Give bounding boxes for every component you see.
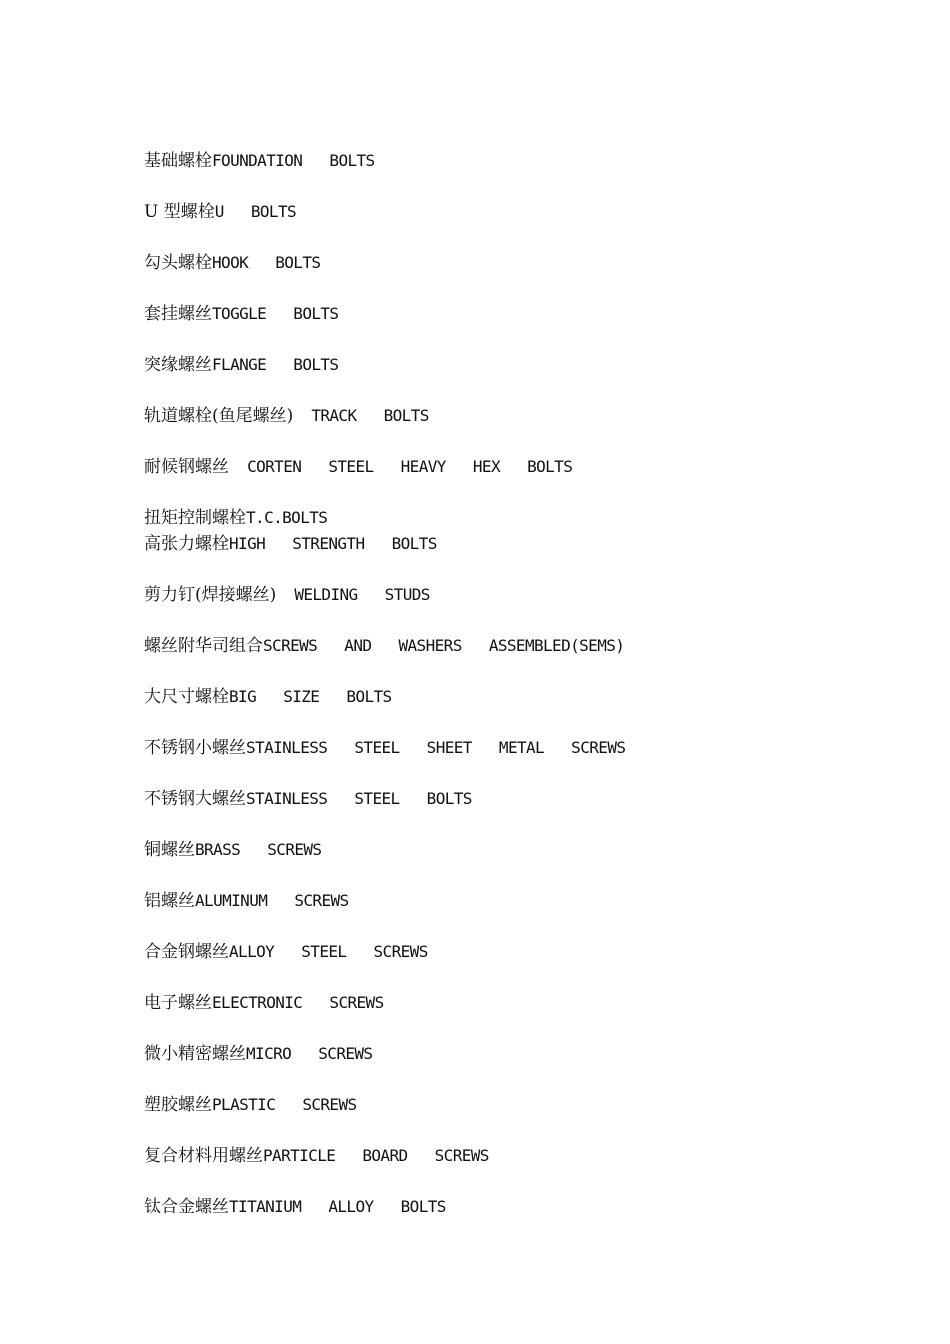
list-item bbox=[144, 505, 904, 531]
term-chinese: 扭矩控制螺栓 bbox=[144, 508, 246, 528]
term-chinese: 耐候钢螺丝 bbox=[144, 457, 229, 477]
term-english: TOGGLE BOLTS bbox=[212, 304, 339, 323]
list-item bbox=[144, 735, 904, 761]
term-chinese: 铝螺丝 bbox=[144, 891, 195, 911]
term-chinese: 合金钢螺丝 bbox=[144, 942, 229, 962]
list-item bbox=[144, 939, 904, 965]
term-chinese: 基础螺栓 bbox=[144, 151, 212, 171]
term-chinese: 突缘螺丝 bbox=[144, 355, 212, 375]
term-chinese: 螺丝附华司组合 bbox=[144, 636, 263, 656]
list-item bbox=[144, 1194, 904, 1220]
list-item bbox=[144, 1092, 904, 1118]
term-english: WELDING STUDS bbox=[276, 585, 430, 604]
term-english: ALLOY STEEL SCREWS bbox=[229, 942, 428, 961]
term-english: FOUNDATION BOLTS bbox=[212, 151, 375, 170]
term-chinese: 不锈钢小螺丝 bbox=[144, 738, 246, 758]
term-english: PLASTIC SCREWS bbox=[212, 1095, 357, 1114]
term-english: U BOLTS bbox=[214, 202, 297, 221]
list-item bbox=[144, 531, 904, 557]
term-english: HIGH STRENGTH BOLTS bbox=[229, 534, 437, 553]
term-chinese: 大尺寸螺栓 bbox=[144, 687, 229, 707]
term-english: MICRO SCREWS bbox=[246, 1044, 373, 1063]
list-item bbox=[144, 301, 904, 327]
term-english: BRASS SCREWS bbox=[195, 840, 322, 859]
list-item bbox=[144, 199, 904, 225]
term-chinese: 高张力螺栓 bbox=[144, 534, 229, 554]
term-chinese: U 型螺栓 bbox=[144, 202, 215, 222]
list-item bbox=[144, 684, 904, 710]
list-item bbox=[144, 582, 904, 608]
term-english: ELECTRONIC SCREWS bbox=[212, 993, 384, 1012]
term-chinese: 剪力钉(焊接螺丝) bbox=[144, 585, 277, 605]
term-english: BIG SIZE BOLTS bbox=[229, 687, 392, 706]
term-english: SCREWS AND WASHERS ASSEMBLED(SEMS) bbox=[263, 636, 625, 655]
term-chinese: 铜螺丝 bbox=[144, 840, 195, 860]
term-english: CORTEN STEEL HEAVY HEX BOLTS bbox=[229, 457, 573, 476]
term-chinese: 塑胶螺丝 bbox=[144, 1095, 212, 1115]
term-english: FLANGE BOLTS bbox=[212, 355, 339, 374]
list-item bbox=[144, 990, 904, 1016]
list-item bbox=[144, 888, 904, 914]
term-english: TITANIUM ALLOY BOLTS bbox=[229, 1197, 446, 1216]
list-item bbox=[144, 148, 904, 174]
list-item bbox=[144, 352, 904, 378]
term-chinese: 轨道螺栓(鱼尾螺丝) bbox=[144, 406, 294, 426]
term-english: STAINLESS STEEL SHEET METAL SCREWS bbox=[246, 738, 626, 757]
list-item bbox=[144, 454, 904, 480]
term-chinese: 微小精密螺丝 bbox=[144, 1044, 246, 1064]
list-item bbox=[144, 403, 904, 429]
term-chinese: 不锈钢大螺丝 bbox=[144, 789, 246, 809]
term-english: HOOK BOLTS bbox=[212, 253, 321, 272]
list-item bbox=[144, 1041, 904, 1067]
term-chinese: 复合材料用螺丝 bbox=[144, 1146, 263, 1166]
term-english: TRACK BOLTS bbox=[293, 406, 429, 425]
list-item bbox=[144, 837, 904, 863]
list-item bbox=[144, 1143, 904, 1169]
term-english: T.C.BOLTS bbox=[246, 508, 328, 527]
list-item bbox=[144, 786, 904, 812]
term-english: ALUMINUM SCREWS bbox=[195, 891, 349, 910]
list-item bbox=[144, 633, 904, 659]
fastener-term-list bbox=[144, 148, 904, 1245]
term-english: PARTICLE BOARD SCREWS bbox=[263, 1146, 489, 1165]
term-chinese: 钛合金螺丝 bbox=[144, 1197, 229, 1217]
list-item bbox=[144, 250, 904, 276]
term-chinese: 套挂螺丝 bbox=[144, 304, 212, 324]
term-english: STAINLESS STEEL BOLTS bbox=[246, 789, 472, 808]
term-chinese: 电子螺丝 bbox=[144, 993, 212, 1013]
term-chinese: 勾头螺栓 bbox=[144, 253, 212, 273]
